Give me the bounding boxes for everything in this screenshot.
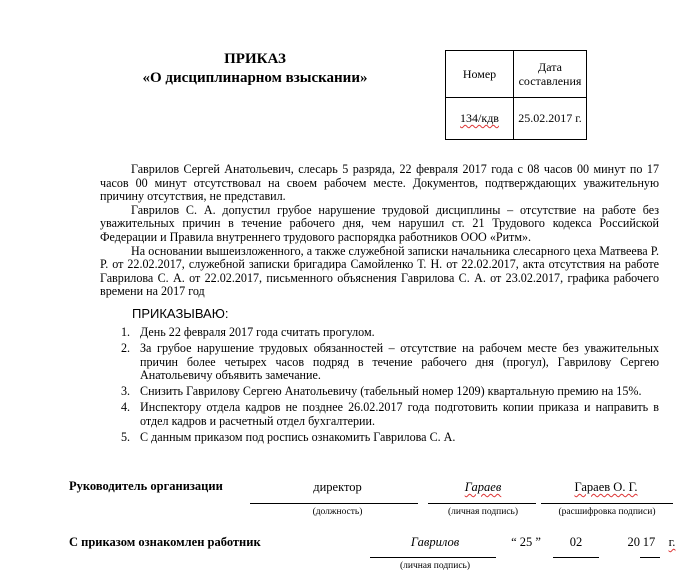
employee-signature-label: С приказом ознакомлен работник	[69, 535, 261, 549]
employee-signature-value: Гаврилов	[410, 535, 460, 549]
employee-sign-month: 02	[569, 535, 583, 549]
orders-list	[108, 326, 659, 447]
head-signature-caption: (личная подпись)	[447, 507, 519, 517]
number-value: 134/кдв	[446, 98, 514, 140]
order-meta-table	[445, 50, 587, 140]
date-label	[514, 51, 587, 98]
employee-signature-line	[370, 557, 496, 558]
order-item: 3. Снизить Гаврилову Сергею Анатольевичу (табельный номер 1209) квартальную премию на 15%.	[121, 384, 642, 399]
date-value: 25.02.2017 г.	[514, 98, 587, 140]
employee-signature-caption: (личная подпись)	[399, 561, 471, 571]
number-label: Номер	[446, 51, 514, 98]
head-name-caption: (расшифровка подписи)	[558, 507, 656, 517]
employee-sign-year-prefix: 20	[627, 535, 640, 549]
head-name-value: Гараев О. Г.	[574, 480, 638, 494]
order-body	[100, 163, 659, 299]
paragraph-violation: Гаврилов С. А. допустил грубое нарушение трудовой дисциплины – отсутствие на работе без уважительных причин в течение рабочего дня, чем нарушил ст. 21 Трудового кодекса Российской Федерации и Правила внутреннего трудового распорядка работников ООО «Ритм».	[100, 202, 659, 244]
document-title: ПРИКАЗ	[224, 51, 286, 67]
employee-month-line	[553, 557, 599, 558]
head-position-line	[250, 503, 418, 504]
order-item: 1. День 22 февраля 2017 года считать прогулом.	[121, 325, 375, 339]
head-signature-label: Руководитель организации	[69, 479, 223, 493]
head-signature-line	[428, 503, 536, 504]
employee-sign-year-unit: г.	[668, 535, 676, 549]
head-name-line	[541, 503, 673, 504]
employee-sign-day: “ 25 ”	[511, 535, 541, 549]
order-item: 5. С данным приказом под роспись ознакомить Гаврилова С. А.	[121, 430, 456, 445]
head-position-caption: (должность)	[312, 507, 363, 517]
head-signature-value: Гараев	[464, 480, 502, 494]
order-item: 2. За грубое нарушение трудовых обязанностей – отсутствие на рабочем месте без уважительных причин более четырех часов подряд в течение рабочего дня (прогул), Гаврилову Сергею Анатольевичу объявить замечание.	[121, 341, 659, 383]
date-label-line2: составления	[518, 74, 582, 88]
order-item: 4. Инспектору отдела кадров не позднее 26.02.2017 года подготовить копии приказа и направить в отдел кадров и расчетный отдел бухгалтерии.	[121, 400, 659, 429]
employee-sign-year-suffix: 17	[642, 535, 656, 549]
paragraph-absence: Гаврилов Сергей Анатольевич, слесарь 5 разряда, 22 февраля 2017 года с 08 часов 00 минут по 17 часов 00 минут отсутствовал на своем рабочем месте. Документов, подтверждающих уважительную причину отсутствия, не представил.	[100, 162, 659, 204]
head-position-value: директор	[313, 480, 362, 494]
employee-year-line	[640, 557, 660, 558]
document-subtitle: «О дисциплинарном взыскании»	[142, 70, 368, 86]
date-label-line1: Дата	[538, 60, 562, 74]
orders-heading: ПРИКАЗЫВАЮ:	[132, 306, 229, 321]
paragraph-grounds: На основании вышеизложенного, а также служебной записки начальника слесарного цеха Матвеева Р. Р. от 22.02.2017, служебной записки бригадира Самойленко Т. Н. от 22.02.2017, акта отсутствия на работе Гаврилова С. А. от 22.02.2017, письменного объяснения Гаврилова С. А. от 23.02.2017, графика рабочего времени на 2017 год	[100, 243, 659, 299]
